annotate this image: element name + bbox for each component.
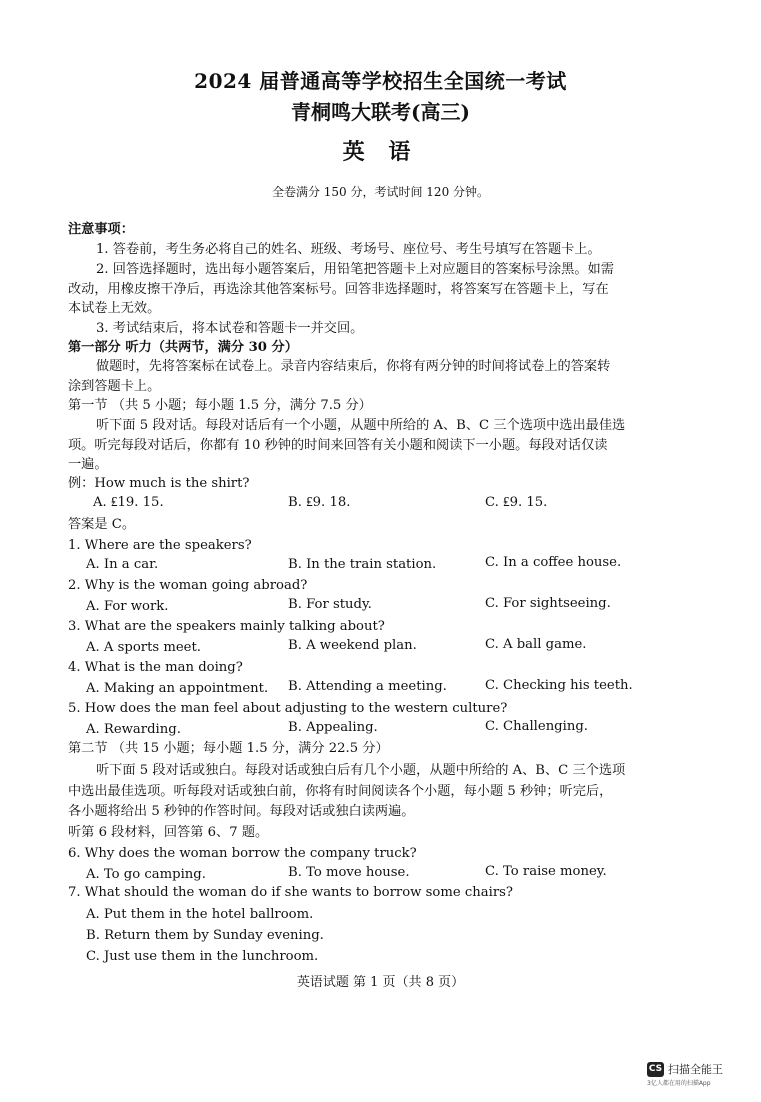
question-4-option-a: A. Making an appointment. [86,681,269,696]
question-5-option-a: A. Rewarding. [86,722,181,737]
question-6-option-a: A. To go camping. [86,867,206,882]
question-6-option-b: B. To move house. [288,865,410,880]
question-4-option-b: B. Attending a meeting. [288,679,447,694]
question-1: 1. Where are the speakers? [68,538,252,553]
note-item-3: 3. 考试结束后，将本试卷和答题卡一并交回。 [96,321,364,336]
question-5: 5. How does the man feel about adjusting to the western culture? [68,701,508,716]
section1-intro: 听下面 5 段对话。每段对话后有一个小题，从题中所给的 A、B、C 三个选项中选出最佳选 [96,418,626,433]
note-item-1: 1. 答卷前，考生务必将自己的姓名、班级、考场号、座位号、考生号填写在答题卡上。 [96,242,601,257]
section1-intro-cont: 项。听完每段对话后，你都有 10 秒钟的时间来回答有关小题和阅读下一小题。每段对话仅读 [68,438,608,453]
section2-intro-end: 各小题将给出 5 秒钟的作答时间。每段对话或独白读两遍。 [68,804,415,819]
part1-intro: 做题时，先将答案标在试卷上。录音内容结束后，你将有两分钟的时间将试卷上的答案转 [96,359,611,374]
exam-title: 2024 届普通高等学校招生全国统一考试 [194,69,567,93]
question-3: 3. What are the speakers mainly talking about? [68,619,385,634]
camscanner-logo-icon: CS [647,1062,664,1077]
exam-info: 全卷满分 150 分，考试时间 120 分钟。 [271,185,490,199]
section1-heading: 第一节 （共 5 小题；每小题 1.5 分，满分 7.5 分） [68,398,372,413]
question-7-option-c: C. Just use them in the lunchroom. [86,949,319,964]
section2-intro-cont: 中选出最佳选项。听每段对话或独白前，你将有时间阅读各个小题，每小题 5 秒钟；听完后， [68,784,613,799]
question-7-option-a: A. Put them in the hotel ballroom. [86,907,314,922]
question-4-option-c: C. Checking his teeth. [485,678,633,693]
scanner-watermark [647,1062,755,1092]
example-option-a: A. ₤19. 15. [93,495,164,510]
question-6-option-c: C. To raise money. [485,864,607,879]
question-1-option-a: A. In a car. [86,557,159,572]
question-1-option-c: C. In a coffee house. [485,555,622,570]
material-6-heading: 听第 6 段材料，回答第 6、7 题。 [68,825,269,840]
question-3-option-a: A. A sports meet. [86,640,201,655]
example-question: 例：How much is the shirt? [68,476,250,491]
page-footer: 英语试题 第 1 页（共 8 页） [296,975,465,990]
question-2-option-a: A. For work. [86,599,169,614]
notes-heading: 注意事项： [68,222,134,237]
note-item-2-end: 本试卷上无效。 [68,301,161,316]
example-option-c: C. ₤9. 15. [485,495,548,510]
question-1-option-b: B. In the train station. [288,557,437,572]
section2-heading: 第二节 （共 15 小题；每小题 1.5 分，满分 22.5 分） [68,741,389,756]
note-item-2-cont: 改动，用橡皮擦干净后，再选涂其他答案标号。回答非选择题时，将答案写在答题卡上，写在 [68,282,609,297]
question-5-option-c: C. Challenging. [485,719,588,734]
question-2-option-b: B. For study. [288,597,372,612]
question-4: 4. What is the man doing? [68,660,243,675]
question-7-option-b: B. Return them by Sunday evening. [86,928,324,943]
question-2-option-c: C. For sightseeing. [485,596,611,611]
watermark-tagline: 3亿人都在用的扫描App [647,1080,711,1087]
question-7: 7. What should the woman do if she wants to borrow some chairs? [68,885,513,900]
subject-title: 英 语 [342,139,419,165]
section1-intro-end: 一遍。 [68,457,108,472]
exam-subtitle: 青桐鸣大联考(高三) [291,100,470,124]
note-item-2: 2. 回答选择题时，选出每小题答案后，用铅笔把答题卡上对应题目的答案标号涂黑。如需 [96,262,614,277]
section2-intro: 听下面 5 段对话或独白。每段对话或独白后有几个小题，从题中所给的 A、B、C 三个选项 [96,763,626,778]
question-2: 2. Why is the woman going abroad? [68,578,308,593]
question-6: 6. Why does the woman borrow the company truck? [68,846,417,861]
question-5-option-b: B. Appealing. [288,720,378,735]
example-answer: 答案是 C。 [68,517,136,532]
question-3-option-b: B. A weekend plan. [288,638,417,653]
part1-intro-cont: 涂到答题卡上。 [68,379,161,394]
part1-heading: 第一部分 听力（共两节，满分 30 分） [68,340,298,355]
question-3-option-c: C. A ball game. [485,637,587,652]
watermark-name: 扫描全能王 [668,1063,723,1076]
example-option-b: B. ₤9. 18. [288,495,351,510]
